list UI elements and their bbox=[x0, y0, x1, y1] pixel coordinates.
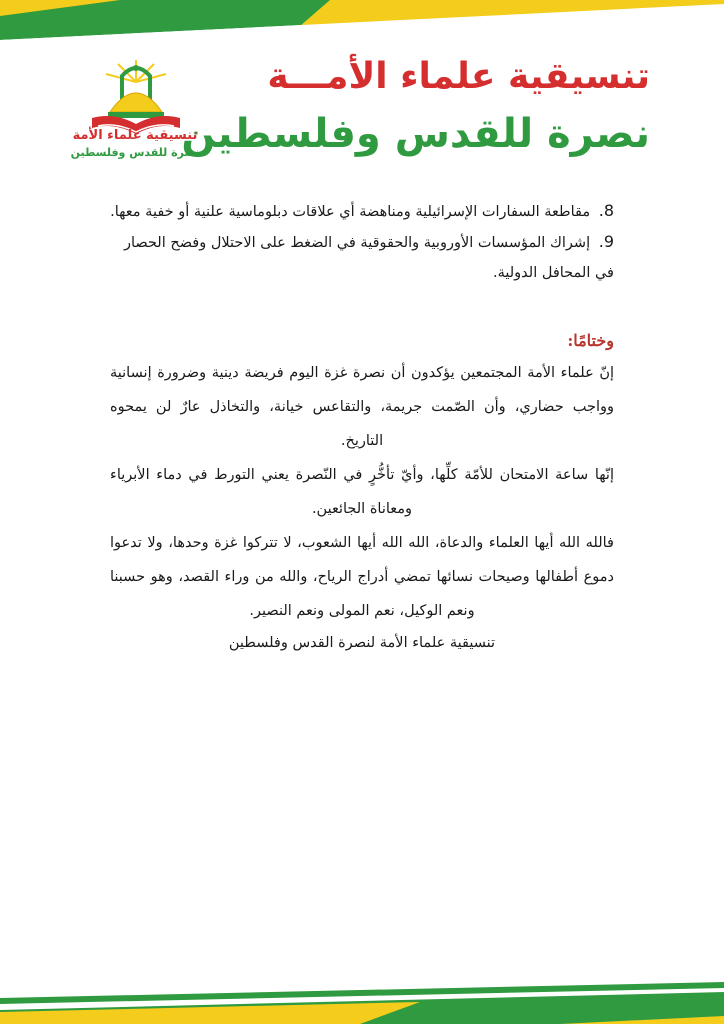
document-body bbox=[110, 196, 614, 658]
header-title-coordination: تنسيقية علماء الأمـــة bbox=[267, 56, 650, 97]
signature: تنسيقية علماء الأمة لنصرة القدس وفلسطين bbox=[228, 635, 496, 651]
closing-paragraph-3: فالله الله أيها العلماء والدعاة، الله الله أيها الشعوب، لا تتركوا غزة وحدها، ولا تدعوا دموع أطفالها وصيحات نسائها تمضي أدراج الرياح، والله من وراء القصد، وهو حسبنا ونعم الوكيل، نعم المولى ونعم النصير. bbox=[110, 535, 614, 619]
list-item-text: إشراك المؤسسات الأوروبية والحقوقية في الضغط على الاحتلال وفضح الحصار في المحافل الدولية. bbox=[123, 235, 614, 281]
logo-text-coordination: تنسيقية علماء الأمة bbox=[72, 128, 198, 143]
top-decorative-band bbox=[0, 0, 724, 48]
list-item-text: مقاطعة السفارات الإسرائيلية ومناهضة أي علاقات دبلوماسية علنية أو خفية معها. bbox=[110, 204, 591, 220]
list-item-9 bbox=[110, 227, 614, 288]
closing-paragraph-1: إنّ علماء الأمة المجتمعين يؤكدون أن نصرة غزة اليوم فريضة دينية وضرورة إنسانية وواجب حضاري، وأن الصّمت جريمة، والتقاعس خيانة، والتخاذل عارٌ لن يمحوه التاريخ. bbox=[110, 365, 614, 449]
list-item-number: 8. bbox=[598, 201, 614, 220]
closing-heading: وختامًا: bbox=[567, 331, 614, 350]
header-title-support: نصرة للقدس وفلسطين bbox=[181, 111, 650, 157]
bottom-decorative-band bbox=[0, 976, 724, 1024]
logo-text-support: نصرة للقدس وفلسطين bbox=[70, 146, 200, 159]
list-item-number: 9. bbox=[598, 232, 614, 251]
closing-paragraph-2: إنّها ساعة الامتحان للأمّة كلِّها، وأيّ تأخُّرٍ في النّصرة يعني التورط في دماء الأبرياء ومعاناة الجائعين. bbox=[110, 467, 614, 517]
list-item-8 bbox=[110, 196, 614, 227]
